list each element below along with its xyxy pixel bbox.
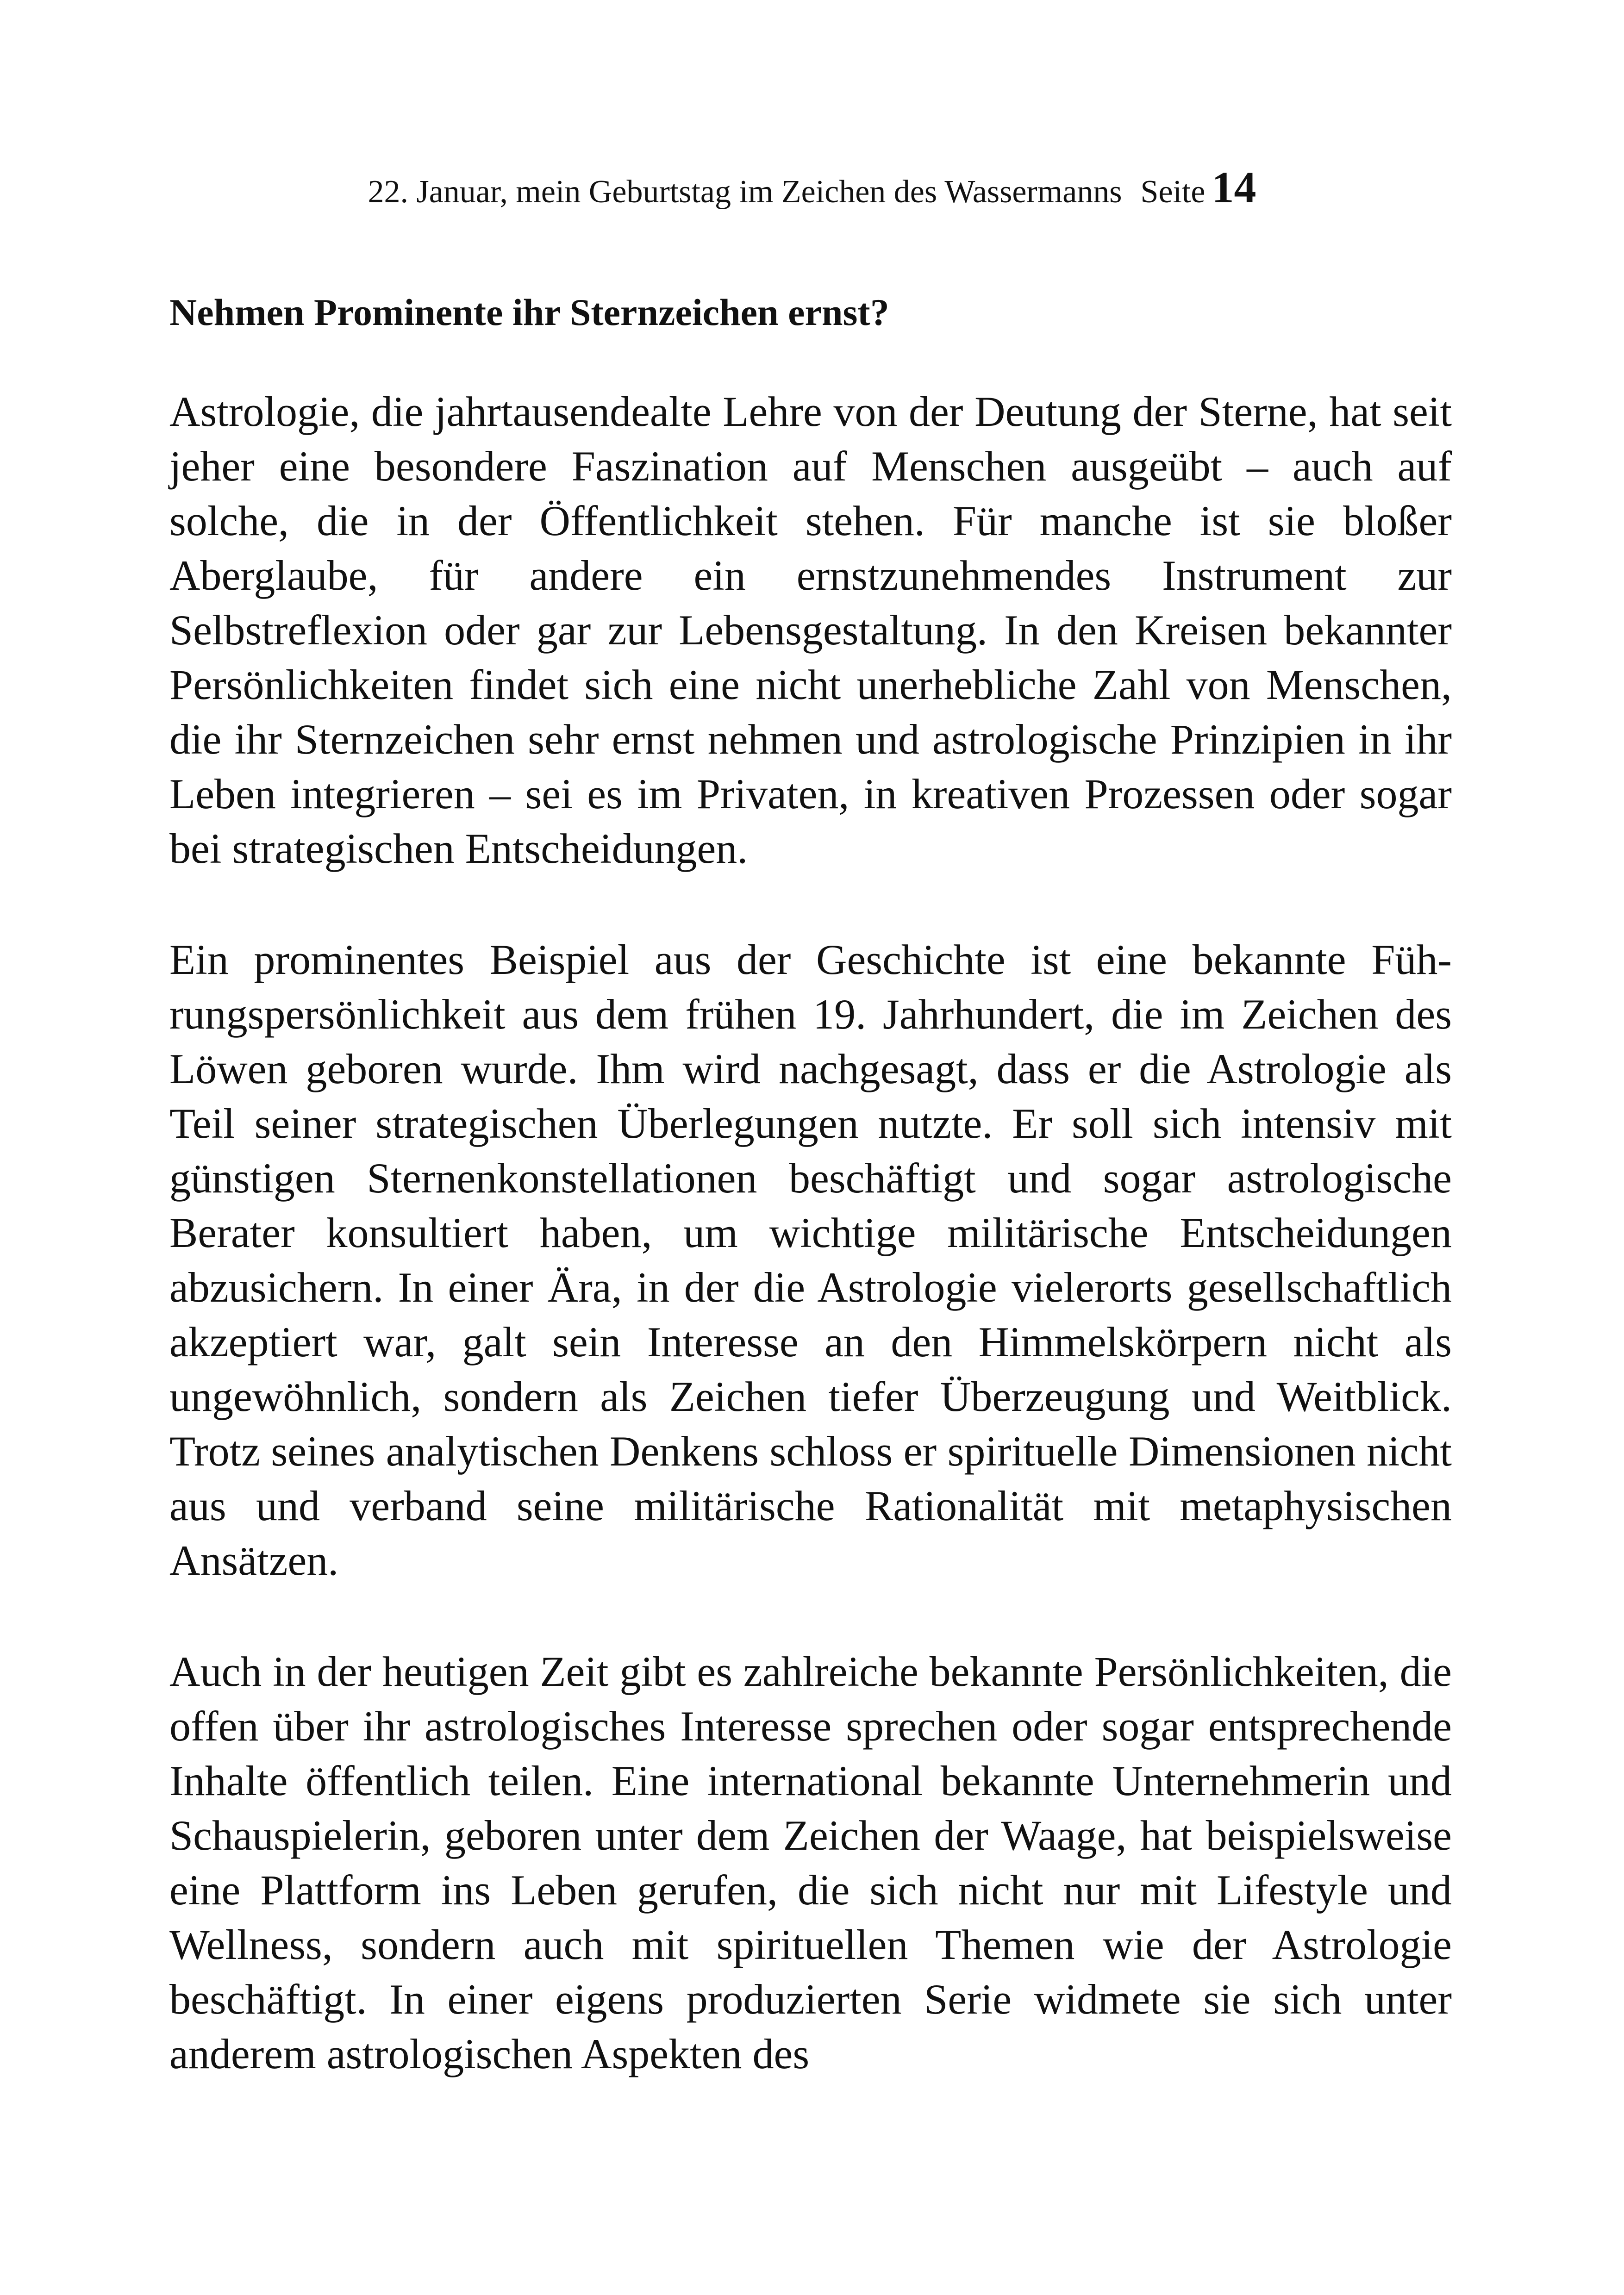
page-label: Seite — [1140, 174, 1206, 210]
article-heading: Nehmen Prominente ihr Sternzeichen ernst? — [169, 291, 889, 333]
running-header — [0, 164, 1624, 216]
header-title: 22. Januar, mein Geburtstag im Zeichen des Wassermanns — [368, 174, 1122, 210]
paragraph-3: Auch in der heutigen Zeit gibt es zahlreiche bekannte Persönlichkeiten, die offen über ihr astrologisches Interesse sprechen oder sogar entsprechende Inhalte öffentlich teilen. Eine international bekannte Unternehmerin und Schauspielerin, geboren unter dem Zeichen der Waage, hat beispielsweise eine Plattform ins Leben gerufen, die sich nicht nur mit Lifestyle und Wellness, sondern auch mit spirituellen Themen wie der Astrologie beschäftigt. In einer eigens produzierten Serie widmete sie sich unter anderem astrologischen Aspekten des — [169, 1648, 1452, 2077]
paragraph-1: Astrologie, die jahrtausendealte Lehre von der Deutung der Sterne, hat seit jeher eine besondere Faszination auf Menschen ausgeübt – auch auf solche, die in der Öffentlichkeit stehen. Für manche ist sie bloßer Aberglaube, für andere ein ernstzunehmendes Instrument zur Selbstreflexion oder gar zur Lebensgestaltung. In den Kreisen bekannter Persönlichkeiten findet sich eine nicht unerhebliche Zahl von Menschen, die ihr Sternzeichen sehr ernst nehmen und astrologische Prinzipien in ihr Leben integrieren – sei es im Privaten, in kreativen Prozessen oder sogar bei strategischen Entscheidungen. — [169, 388, 1452, 872]
article-body — [169, 287, 1452, 2081]
paragraph-2: Ein prominentes Beispiel aus der Geschichte ist eine bekannte Führungspersönlichkeit aus dem frühen 19. Jahrhundert, die im Zeichen des Löwen geboren wurde. Ihm wird nachgesagt, dass er die Astrologie als Teil seiner strategischen Überlegungen nutzte. Er soll sich intensiv mit günstigen Sternenkonstellationen beschäftigt und sogar astrologische Berater konsultiert haben, um wichtige militärische Entscheidungen abzusichern. In einer Ära, in der die Astrologie vielerorts gesellschaftlich akzeptiert war, galt sein Interesse an den Himmelskörpern nicht als ungewöhnlich, sondern als Zeichen tiefer Überzeugung und Weitblick. Trotz seines analytischen Denkens schloss er spirituelle Dimensionen nicht aus und verband seine militärische Rationalität mit metaphysischen Ansätzen. — [169, 936, 1452, 1584]
page-number: 14 — [1212, 162, 1256, 212]
